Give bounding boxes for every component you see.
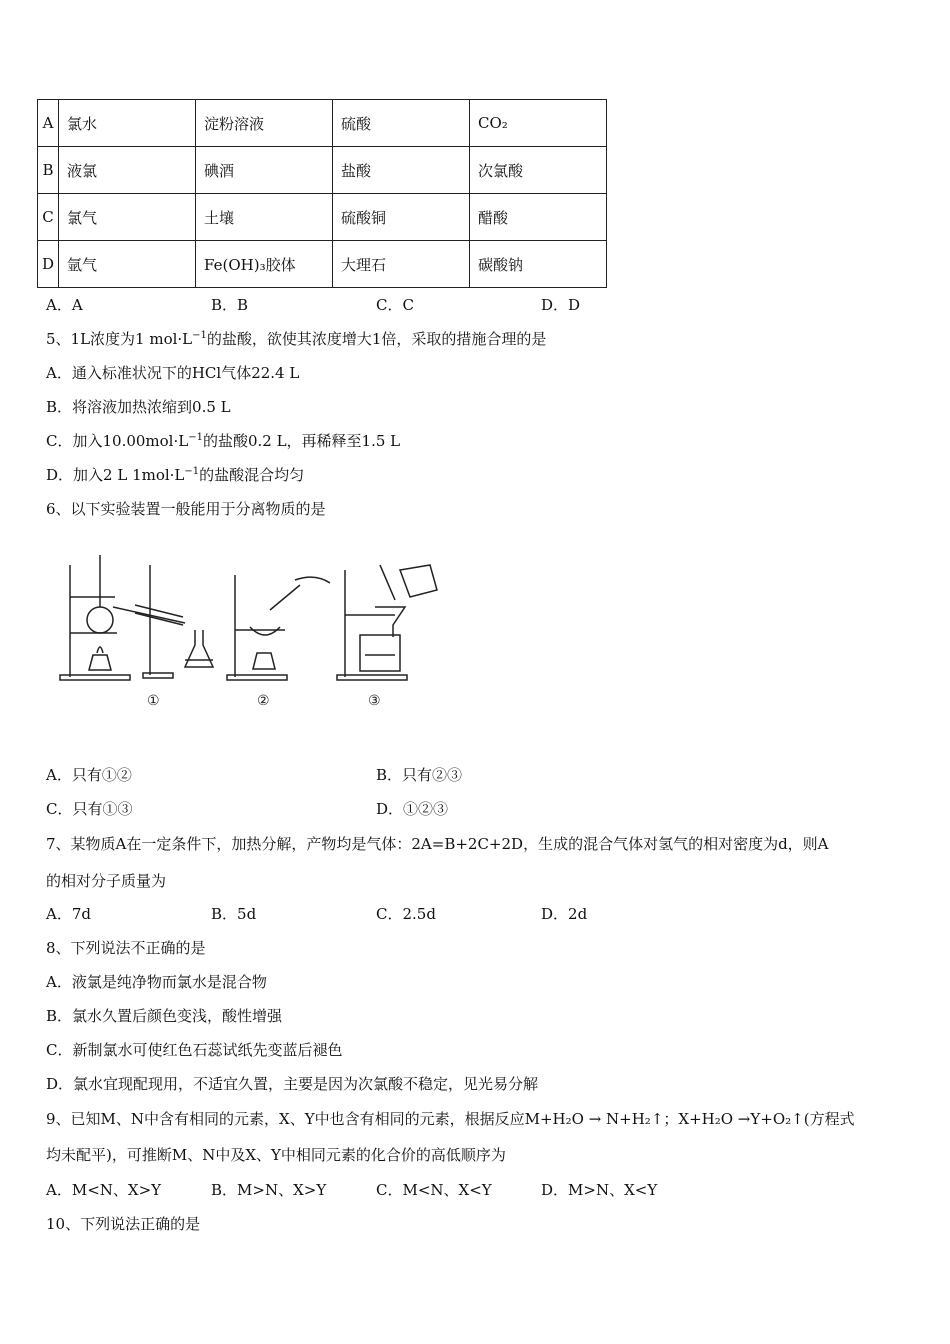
row-label: A: [38, 100, 59, 147]
q5-stem: 5、1L浓度为1 $mol\cdot L^{-1}$的盐酸，欲使其浓度增大1倍，采取的措施合理的是: [46, 330, 547, 348]
table-cell: 次氯酸: [470, 147, 607, 194]
q8-stem: 8、下列说法不正确的是: [46, 939, 206, 957]
q9-stem-line1: 9、已知M、N中含有相同的元素，X、Y中也含有相同的元素，根据反应M+H₂O → N+H₂↑；X+H₂O →Y+O₂↑(方程式: [46, 1110, 855, 1128]
lab-apparatus-figure: [55, 545, 455, 715]
table-row: [38, 194, 607, 241]
table-cell: 碳酸钠: [470, 241, 607, 288]
table-cell: 液氯: [59, 147, 196, 194]
figure-label-2: ②: [257, 693, 270, 709]
figure-label-3: ③: [368, 693, 381, 709]
option-b[interactable]: B．M>N、X>Y: [211, 1181, 327, 1199]
row-label: D: [38, 241, 59, 288]
q5-option-d[interactable]: D．加入2 L $1mol\cdot L^{-1}$的盐酸混合均匀: [46, 466, 305, 484]
option-c[interactable]: C．M<N、X<Y: [376, 1181, 492, 1199]
q5-option-b[interactable]: B．将溶液加热浓缩到0.5 L: [46, 398, 231, 416]
table-cell: Fe(OH)₃胶体: [196, 241, 333, 288]
q8-option-d[interactable]: D．氯水宜现配现用，不适宜久置，主要是因为次氯酸不稳定，见光易分解: [46, 1075, 539, 1093]
table-cell: 氯水: [59, 100, 196, 147]
option-a[interactable]: A．M<N、X>Y: [46, 1181, 162, 1199]
q8-option-b[interactable]: B．氯水久置后颜色变浅，酸性增强: [46, 1007, 283, 1025]
q6-option-a[interactable]: A．只有①②: [46, 766, 132, 784]
table-row: [38, 147, 607, 194]
table-cell: 盐酸: [333, 147, 470, 194]
q6-option-d[interactable]: D．①②③: [376, 800, 449, 818]
q4-options: [0, 294, 900, 314]
q6-option-b[interactable]: B．只有②③: [376, 766, 463, 784]
row-label: B: [38, 147, 59, 194]
q7-stem-line2: 的相对分子质量为: [46, 872, 167, 890]
table-cell: 硫酸铜: [333, 194, 470, 241]
table-cell: 淀粉溶液: [196, 100, 333, 147]
figure-label-1: ①: [147, 693, 160, 709]
option-a[interactable]: A．A: [46, 296, 83, 314]
option-c[interactable]: C．C: [376, 296, 414, 314]
table-cell: 硫酸: [333, 100, 470, 147]
option-d[interactable]: D．M>N、X<Y: [541, 1181, 658, 1199]
option-d[interactable]: D．2d: [541, 905, 588, 923]
option-c[interactable]: C．2.5d: [376, 905, 436, 923]
option-b[interactable]: B．5d: [211, 905, 257, 923]
table-cell: 土壤: [196, 194, 333, 241]
table-cell: 大理石: [333, 241, 470, 288]
table-row: [38, 100, 607, 147]
classification-table: [37, 99, 607, 288]
table-cell: 氩气: [59, 241, 196, 288]
option-a[interactable]: A．7d: [46, 905, 91, 923]
table-cell: 氯气: [59, 194, 196, 241]
table-cell: 碘酒: [196, 147, 333, 194]
option-b[interactable]: B．B: [211, 296, 249, 314]
q9-stem-line2: 均未配平)，可推断M、N中及X、Y中相同元素的化合价的高低顺序为: [46, 1146, 506, 1164]
q6-stem: 6、以下实验装置一般能用于分离物质的是: [46, 500, 326, 518]
option-d[interactable]: D．D: [541, 296, 581, 314]
row-label: C: [38, 194, 59, 241]
q10-stem: 10、下列说法正确的是: [46, 1215, 201, 1233]
q6-option-c[interactable]: C．只有①③: [46, 800, 133, 818]
q5-option-c[interactable]: C．加入$10.00mol\cdot L^{-1}$的盐酸0.2 L，再稀释至1.5 L: [46, 432, 401, 450]
table-cell: 醋酸: [470, 194, 607, 241]
table-row: [38, 241, 607, 288]
q7-options: [0, 903, 900, 923]
q5-option-a[interactable]: A．通入标准状况下的HCl气体22.4 L: [46, 364, 300, 382]
q9-options: [0, 1179, 900, 1199]
table-cell: CO₂: [470, 100, 607, 147]
q8-option-c[interactable]: C．新制氯水可使红色石蕊试纸先变蓝后褪色: [46, 1041, 343, 1059]
q7-stem-line1: 7、某物质A在一定条件下，加热分解，产物均是气体：2A=B+2C+2D，生成的混合气体对氢气的相对密度为d，则A: [46, 835, 829, 853]
q8-option-a[interactable]: A．液氯是纯净物而氯水是混合物: [46, 973, 267, 991]
